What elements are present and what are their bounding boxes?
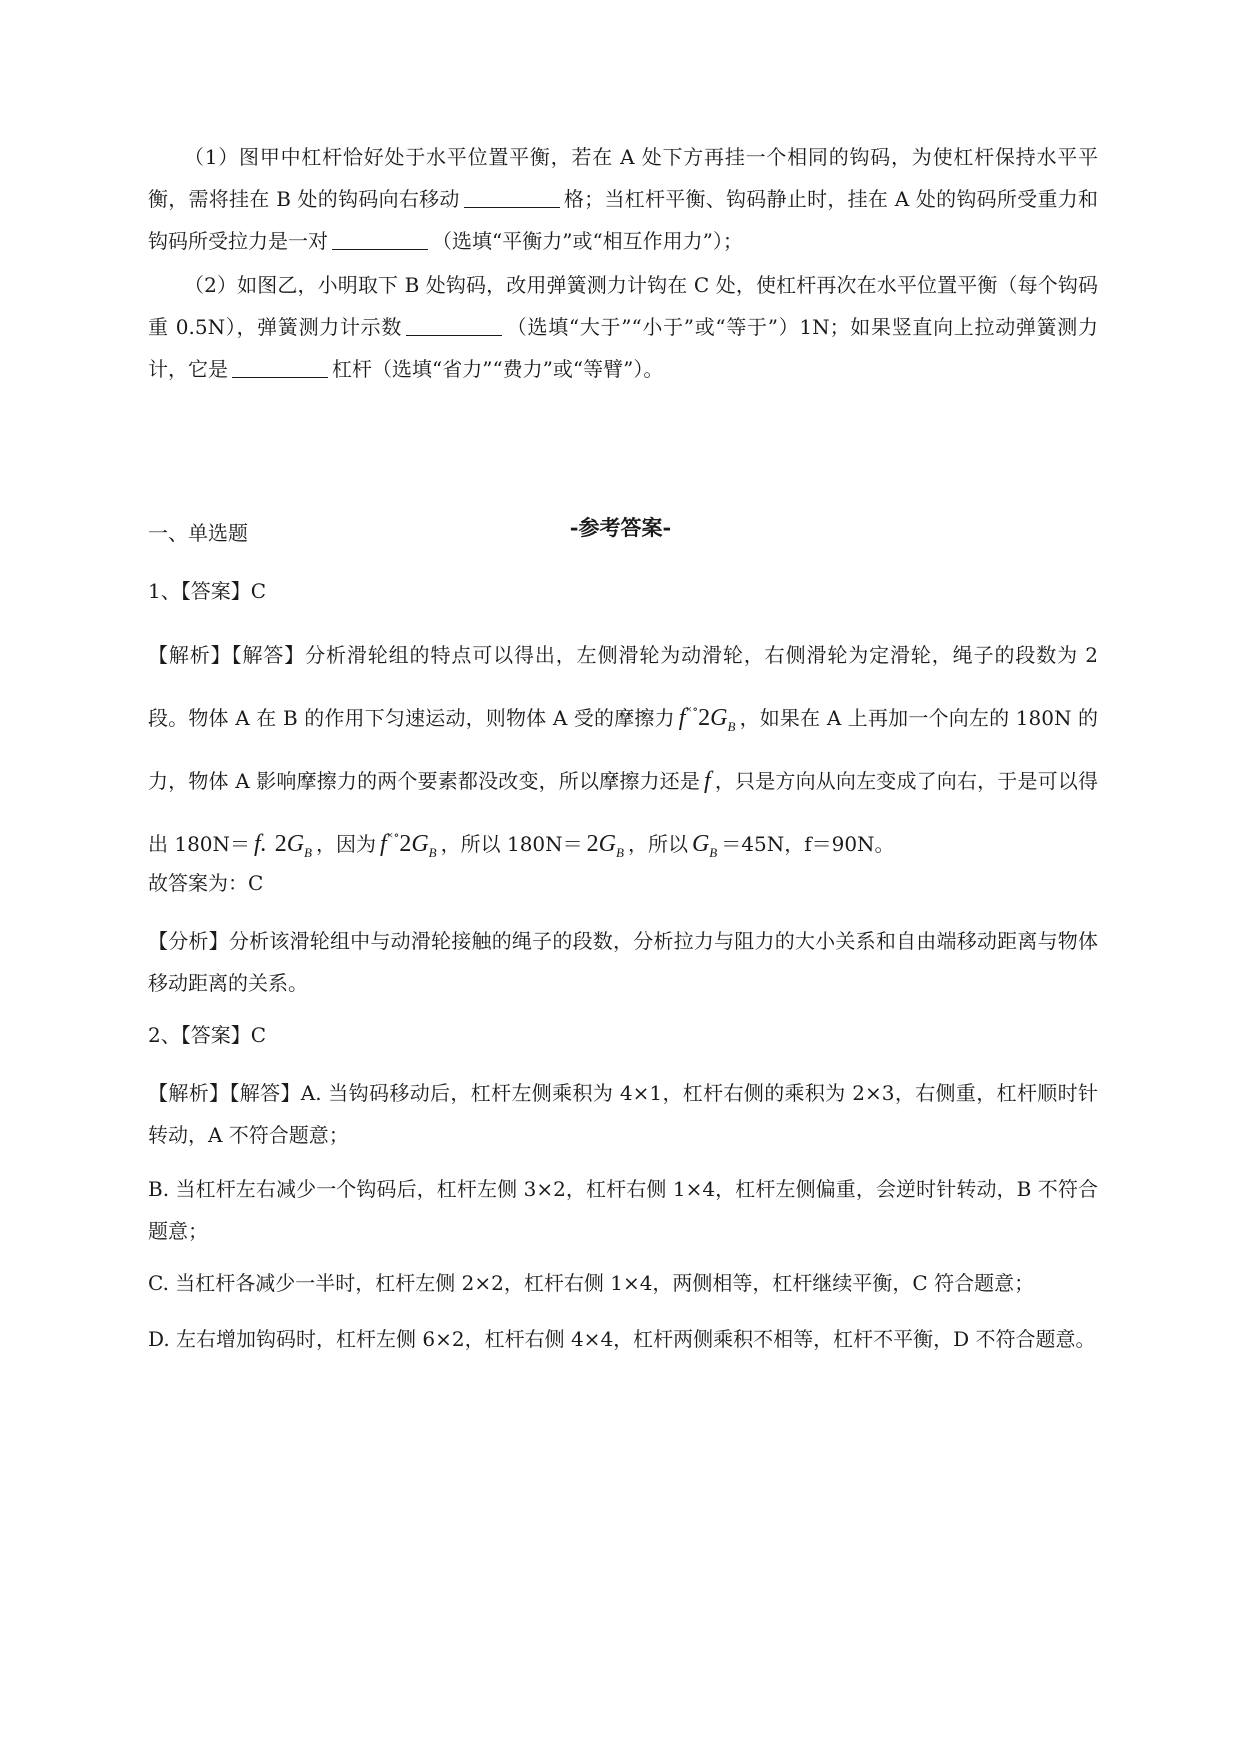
math-2gb: $2G_B$ xyxy=(274,830,312,860)
answer-blank[interactable] xyxy=(232,355,328,378)
answer-2-option-a: 【解析】【解答】A. 当钩码移动后，杠杆左侧乘积为 4×1，杠杆右侧的乘积为 2×3，右侧重，杠杆顺时针转动，A 不符合题意； xyxy=(148,1081,1098,1147)
section-heading: 一、单选题 xyxy=(148,521,248,545)
math-gb: $G_B$ xyxy=(691,830,718,860)
math-f-eq-2gb: $f^{\times\circ}2G_B$ xyxy=(380,827,437,860)
answer-1-conclusion: 故答案为：C xyxy=(148,871,264,895)
answer-1-analysis: 【分析】分析该滑轮组中与动滑轮接触的绳子的段数，分析拉力与阻力的大小关系和自由端移动距离与物体移动距离的关系。 xyxy=(148,929,1098,995)
answer-1-head: 1、【答案】C xyxy=(148,579,267,603)
math-2gb: $2G_B$ xyxy=(586,830,624,860)
answer-key-title: -参考答案- xyxy=(569,515,672,540)
answer-blank[interactable] xyxy=(464,185,560,208)
math-f-eq-2gb: $f^{\times\circ}2G_B$ xyxy=(678,702,736,734)
question-part-2: （2）如图乙，小明取下 B 处钩码，改用弹簧测力计钩在 C 处，使杠杆再次在水平位置平衡（每个钩码重 0.5N），弹簧测力计示数 （选填“大于”“小于”或“等于”）1N；如果竖直向上拉动弹簧测力计，它是 杠杆（选填“省力”“费力”或“等臂”）。 xyxy=(148,273,1099,381)
answer-blank[interactable] xyxy=(406,313,502,336)
answer-2-option-b: B. 当杠杆左右减少一个钩码后，杠杆左侧 3×2，杠杆右侧 1×4，杠杆左侧偏重，会逆时针转动，B 不符合题意； xyxy=(148,1177,1098,1243)
question-part-1: （1）图甲中杠杆恰好处于水平位置平衡，若在 A 处下方再挂一个相同的钩码，为使杠杆保持水平平衡，需将挂在 B 处的钩码向右移动 格；当杠杆平衡、钩码静止时，挂在 A 处的钩码所受重力和钩码所受拉力是一对 （选填“平衡力”或“相互作用力”）； xyxy=(148,145,1098,253)
answer-1-explanation: 【解析】【解答】分析滑轮组的特点可以得出，左侧滑轮为动滑轮，右侧滑轮为定滑轮，绳子的段数为 2 段。物体 A 在 B 的作用下匀速运动，则物体 A 受的摩擦力 $f^{\times\circ}2G_B$ ，如果在 A 上再加一个向左的 180N 的力，物体 A 影响摩擦力的两个要素都没改变，所以摩擦力还是 f ，只是方向从向左变成了向右，于是可以得出 180N＝ f. $2G_B$ ，因为 $f^{\times\circ}2G_B$ ，所以 $180N= 2G_B$ ，所以 $G_B =45N$，f＝90N。 xyxy=(148,643,1099,860)
answer-blank[interactable] xyxy=(332,227,428,250)
answer-2-option-d: D. 左右增加钩码时，杠杆左侧 6×2，杠杆右侧 4×4，杠杆两侧乘积不相等，杠杆不平衡，D 不符合题意。 xyxy=(148,1327,1096,1351)
answer-2-option-c: C. 当杠杆各减少一半时，杠杆左侧 2×2，杠杆右侧 1×4，两侧相等，杠杆继续平衡，C 符合题意； xyxy=(148,1271,1035,1295)
answer-2-head: 2、【答案】C xyxy=(148,1023,267,1047)
math-f-dot: f. xyxy=(254,830,267,857)
math-f: f xyxy=(704,767,711,794)
